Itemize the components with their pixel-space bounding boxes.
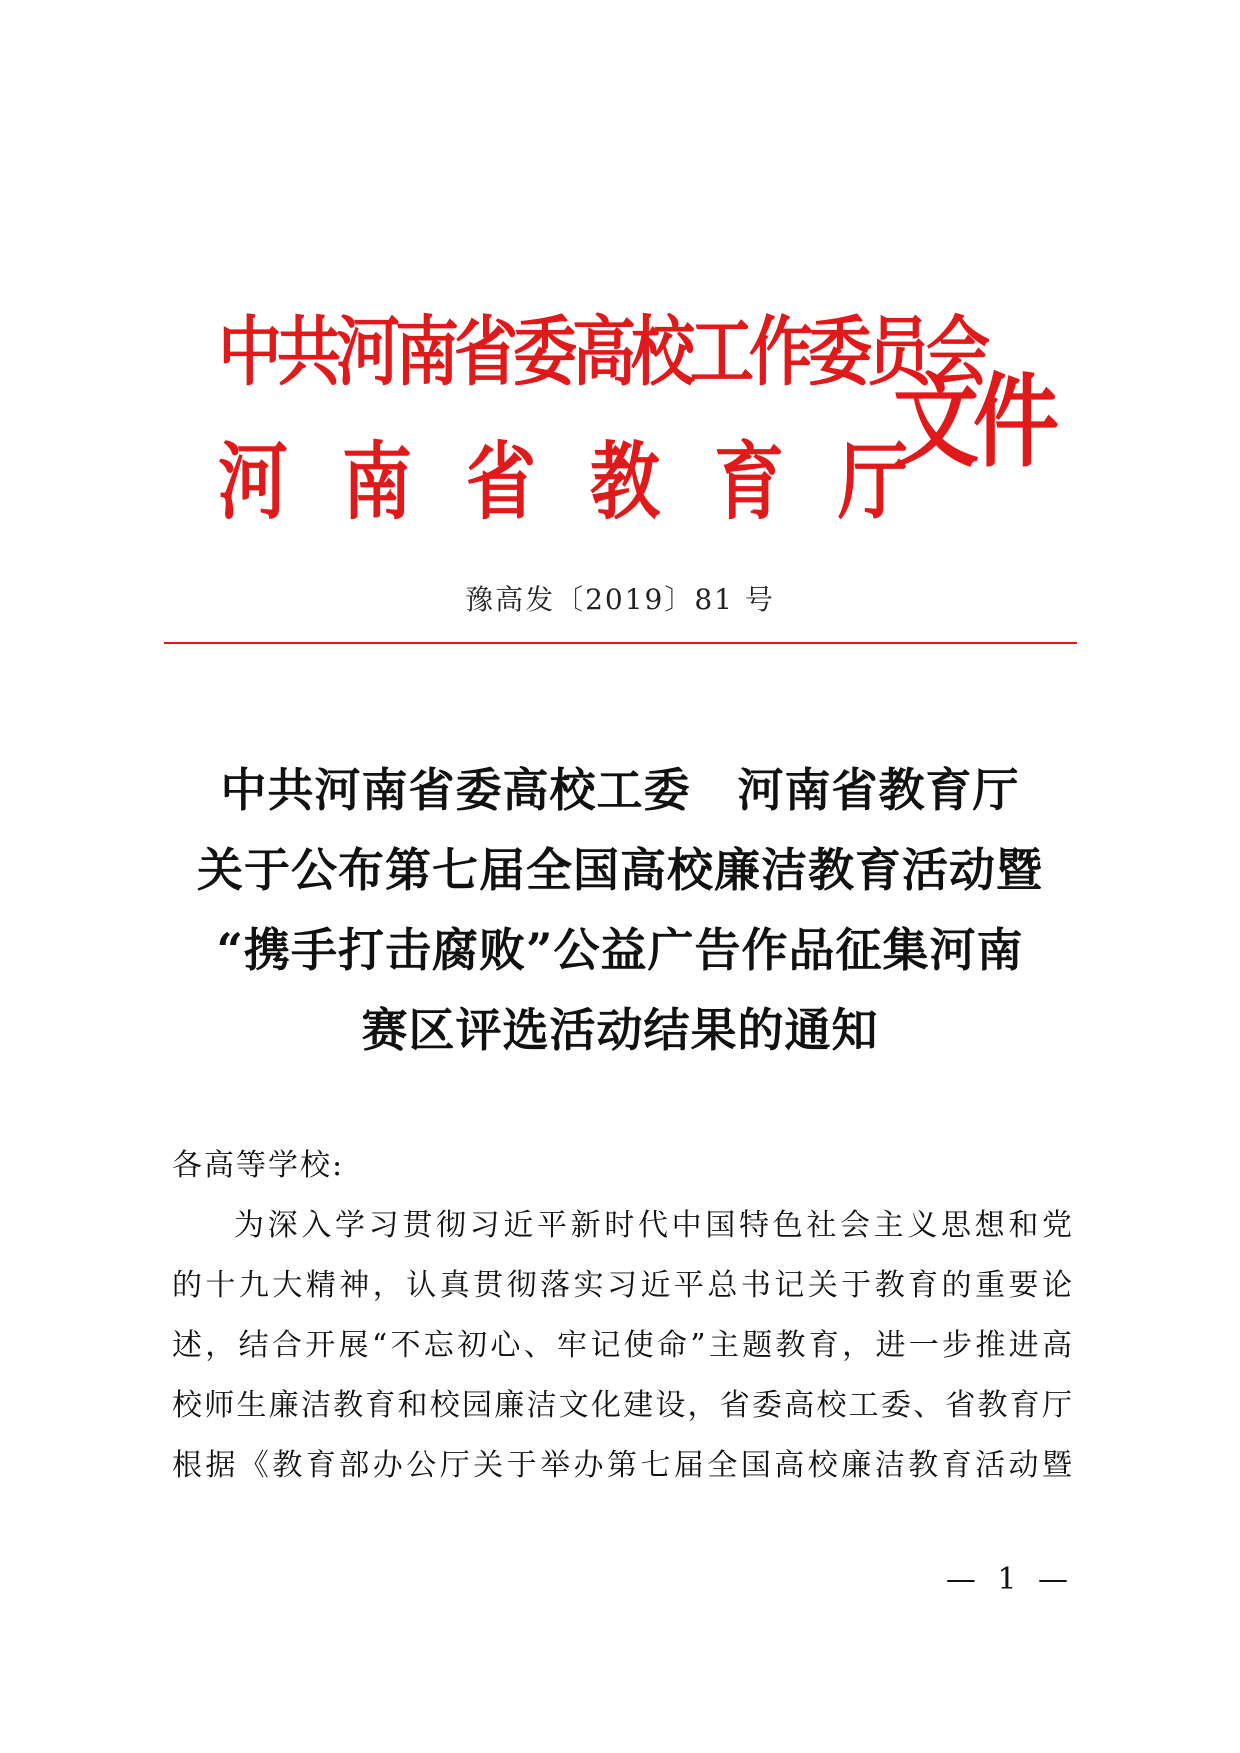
document-title	[0, 750, 1240, 1070]
title-line: 关于公布第七届全国高校廉洁教育活动暨	[197, 843, 1043, 897]
document-type-label: 文件	[893, 363, 1053, 482]
body-line: 根据《教育部办公厅关于举办第七届全国高校廉洁教育活动暨	[172, 1448, 1072, 1483]
title-line: 中共河南省委高校工委 河南省教育厅	[220, 763, 1020, 817]
title-line: “携手打击腐败”公益广告作品征集河南	[216, 923, 1024, 977]
body-line: 述，结合开展“不忘初心、牢记使命”主题教育，进一步推进高	[172, 1328, 1072, 1363]
red-divider-line	[164, 642, 1077, 644]
issuer-name-line1: 中共河南省委高校工作委员会	[218, 309, 985, 398]
body-line: 校师生廉洁教育和校园廉洁文化建设，省委高校工委、省教育厅	[172, 1388, 1072, 1423]
document-number: 豫高发〔2019〕81 号	[465, 583, 775, 616]
salutation: 各高等学校:	[172, 1148, 345, 1183]
body-line: 的十九大精神，认真贯彻落实习近平总书记关于教育的重要论	[172, 1268, 1072, 1303]
title-line: 赛区评选活动结果的通知	[361, 1003, 879, 1057]
page-number: — 1 —	[945, 1562, 1074, 1597]
body-paragraph	[172, 1196, 1072, 1496]
body-line: 为深入学习贯彻习近平新时代中国特色社会主义思想和党	[234, 1208, 1072, 1243]
issuer-name-line2: 河南省教育厅	[218, 433, 962, 532]
